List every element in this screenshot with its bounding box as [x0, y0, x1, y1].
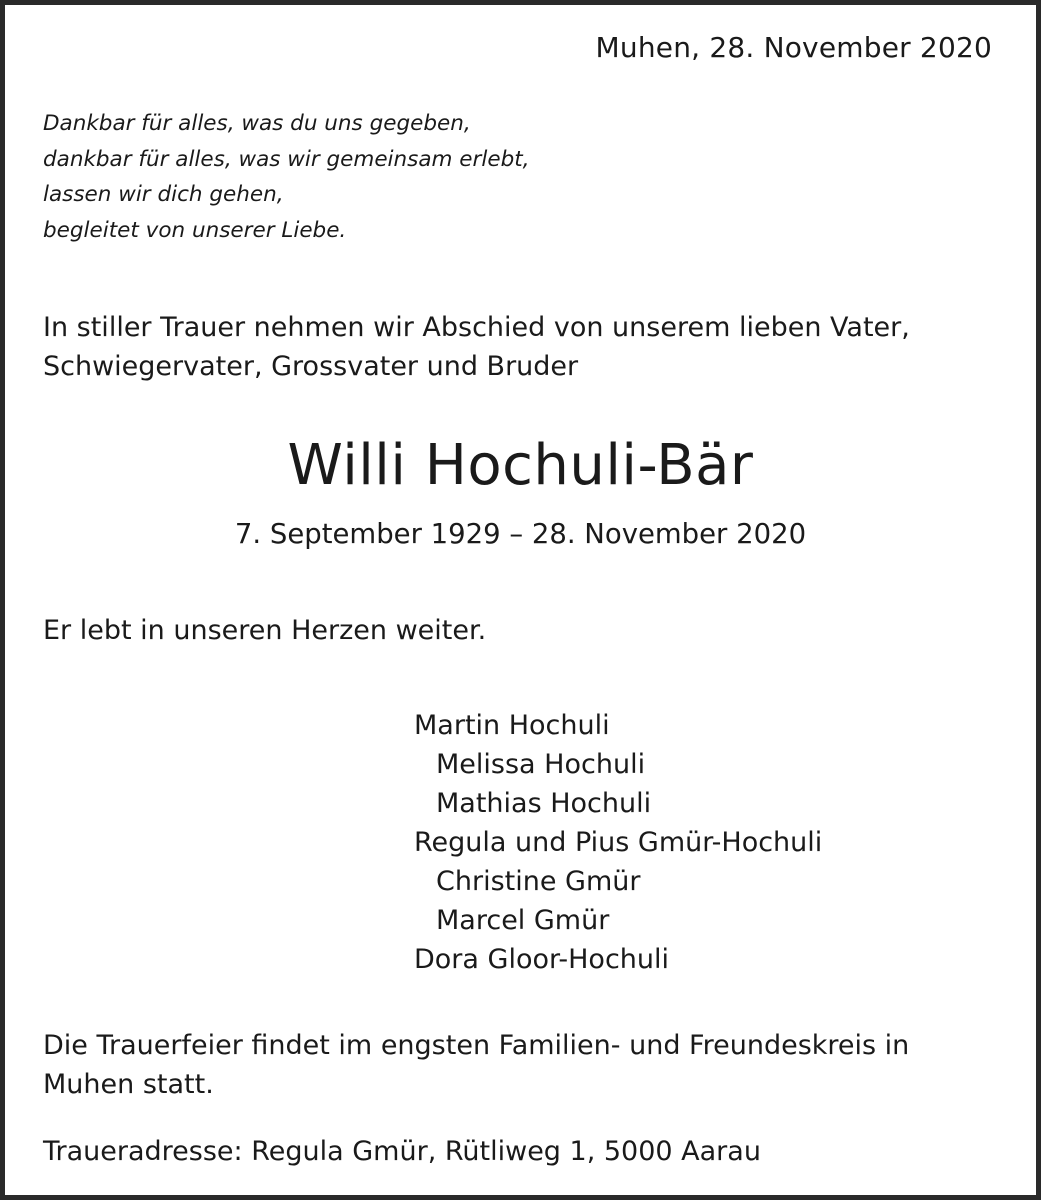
- poem: [43, 106, 530, 248]
- mourner-name: Mathias Hochuli: [436, 788, 652, 819]
- mourner-name: Melissa Hochuli: [436, 749, 646, 780]
- intro-line: Schwiegervater, Grossvater und Bruder: [43, 351, 579, 382]
- mourner-name: Christine Gmür: [436, 866, 641, 897]
- mourners-list: [414, 706, 822, 979]
- poem-line: dankbar für alles, was wir gemeinsam erlebt,: [43, 146, 530, 172]
- poem-line: begleitet von unserer Liebe.: [43, 217, 347, 243]
- ceremony-line: Die Trauerfeier findet im engsten Familien- und Freundeskreis in: [43, 1030, 910, 1061]
- mourning-address: Traueradresse: Regula Gmür, Rütliweg 1, 5000 Aarau: [43, 1136, 761, 1167]
- poem-line: Dankbar für alles, was du uns gegeben,: [43, 111, 471, 136]
- mourner-name: Marcel Gmür: [436, 905, 610, 936]
- deceased-name: Willi Hochuli-Bär: [287, 433, 754, 498]
- mourner-name: Martin Hochuli: [414, 710, 610, 741]
- tribute-text: Er lebt in unseren Herzen weiter.: [43, 615, 487, 646]
- intro-line: In stiller Trauer nehmen wir Abschied von unserem lieben Vater,: [43, 312, 910, 343]
- lifespan-dates: 7. September 1929 – 28. November 2020: [234, 518, 807, 550]
- place-date: Muhen, 28. November 2020: [595, 31, 992, 64]
- mourner-name: Dora Gloor-Hochuli: [414, 944, 670, 975]
- intro-text: [43, 308, 910, 386]
- ceremony-info: [43, 1026, 909, 1104]
- ceremony-line: Muhen statt.: [43, 1069, 214, 1100]
- poem-line: lassen wir dich gehen,: [43, 182, 284, 207]
- mourner-name: Regula und Pius Gmür-Hochuli: [414, 827, 823, 858]
